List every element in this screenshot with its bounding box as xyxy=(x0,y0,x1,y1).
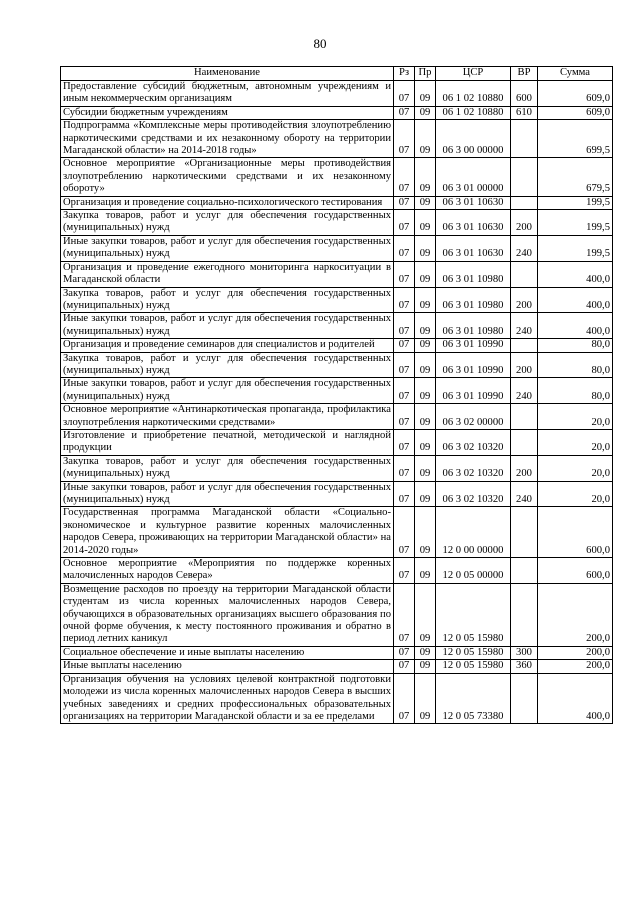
cell-csr: 06 3 02 10320 xyxy=(436,455,511,481)
table-row xyxy=(61,158,613,196)
cell-name: Организация обучения на условиях целевой контрактной подготовки молодежи из числа коренных малочисленных народов Севера в высших учебных заведениях и средних профессиональных образовательных организациях на территории Магаданской области и за ее пределами xyxy=(61,673,394,724)
table-row xyxy=(61,81,613,107)
cell-csr: 06 3 01 10630 xyxy=(436,210,511,236)
cell-name: Организация и проведение социально-психологического тестирования xyxy=(61,196,394,209)
cell-rz: 07 xyxy=(394,352,415,378)
cell-sum: 400,0 xyxy=(538,287,613,313)
cell-vr xyxy=(511,673,538,724)
cell-sum: 20,0 xyxy=(538,404,613,430)
cell-vr: 200 xyxy=(511,352,538,378)
cell-csr: 12 0 05 15980 xyxy=(436,646,511,659)
budget-table xyxy=(60,66,613,724)
cell-name: Изготовление и приобретение печатной, методической и наглядной продукции xyxy=(61,429,394,455)
table-row xyxy=(61,106,613,119)
cell-csr: 12 0 05 73380 xyxy=(436,673,511,724)
cell-rz: 07 xyxy=(394,455,415,481)
cell-sum: 200,0 xyxy=(538,646,613,659)
cell-sum: 200,0 xyxy=(538,660,613,673)
cell-pr: 09 xyxy=(415,378,436,404)
cell-pr: 09 xyxy=(415,339,436,352)
cell-pr: 09 xyxy=(415,558,436,584)
cell-rz: 07 xyxy=(394,404,415,430)
table-body xyxy=(61,81,613,724)
cell-sum: 609,0 xyxy=(538,81,613,107)
cell-vr xyxy=(511,261,538,287)
cell-rz: 07 xyxy=(394,81,415,107)
cell-pr: 09 xyxy=(415,404,436,430)
cell-sum: 80,0 xyxy=(538,339,613,352)
cell-vr: 240 xyxy=(511,235,538,261)
cell-pr: 09 xyxy=(415,287,436,313)
cell-vr xyxy=(511,558,538,584)
cell-sum: 199,5 xyxy=(538,196,613,209)
cell-sum: 200,0 xyxy=(538,583,613,646)
cell-rz: 07 xyxy=(394,313,415,339)
cell-csr: 06 3 00 00000 xyxy=(436,120,511,158)
cell-vr xyxy=(511,507,538,558)
cell-csr: 12 0 05 15980 xyxy=(436,583,511,646)
table-row xyxy=(61,558,613,584)
cell-csr: 06 3 01 10990 xyxy=(436,352,511,378)
cell-sum: 199,5 xyxy=(538,235,613,261)
header-csr: ЦСР xyxy=(436,67,511,81)
cell-rz: 07 xyxy=(394,339,415,352)
cell-pr: 09 xyxy=(415,481,436,507)
cell-csr: 06 3 01 10990 xyxy=(436,339,511,352)
cell-rz: 07 xyxy=(394,378,415,404)
cell-sum: 679,5 xyxy=(538,158,613,196)
header-pr: Пр xyxy=(415,67,436,81)
table-row xyxy=(61,261,613,287)
cell-rz: 07 xyxy=(394,429,415,455)
cell-sum: 600,0 xyxy=(538,507,613,558)
cell-pr: 09 xyxy=(415,313,436,339)
cell-vr: 240 xyxy=(511,378,538,404)
cell-pr: 09 xyxy=(415,81,436,107)
table-header-row xyxy=(61,67,613,81)
cell-sum: 20,0 xyxy=(538,429,613,455)
cell-pr: 09 xyxy=(415,196,436,209)
cell-name: Иные закупки товаров, работ и услуг для обеспечения государственных (муниципальных) нужд xyxy=(61,378,394,404)
cell-vr: 600 xyxy=(511,81,538,107)
cell-name: Иные закупки товаров, работ и услуг для обеспечения государственных (муниципальных) нужд xyxy=(61,481,394,507)
cell-name: Субсидии бюджетным учреждениям xyxy=(61,106,394,119)
cell-rz: 07 xyxy=(394,673,415,724)
cell-csr: 12 0 05 15980 xyxy=(436,660,511,673)
cell-name: Закупка товаров, работ и услуг для обеспечения государственных (муниципальных) нужд xyxy=(61,210,394,236)
cell-csr: 06 3 01 00000 xyxy=(436,158,511,196)
cell-vr: 200 xyxy=(511,210,538,236)
table-row xyxy=(61,210,613,236)
cell-csr: 12 0 05 00000 xyxy=(436,558,511,584)
cell-pr: 09 xyxy=(415,352,436,378)
cell-rz: 07 xyxy=(394,646,415,659)
cell-vr: 360 xyxy=(511,660,538,673)
cell-pr: 09 xyxy=(415,106,436,119)
cell-rz: 07 xyxy=(394,235,415,261)
cell-csr: 06 3 02 00000 xyxy=(436,404,511,430)
cell-rz: 07 xyxy=(394,660,415,673)
page-number: 80 xyxy=(313,36,327,51)
cell-csr: 06 1 02 10880 xyxy=(436,106,511,119)
cell-vr: 610 xyxy=(511,106,538,119)
cell-sum: 80,0 xyxy=(538,352,613,378)
table-row xyxy=(61,660,613,673)
cell-csr: 06 3 01 10990 xyxy=(436,378,511,404)
cell-pr: 09 xyxy=(415,120,436,158)
cell-sum: 400,0 xyxy=(538,261,613,287)
table-row xyxy=(61,313,613,339)
cell-pr: 09 xyxy=(415,455,436,481)
cell-csr: 06 3 02 10320 xyxy=(436,481,511,507)
cell-vr xyxy=(511,404,538,430)
table-row xyxy=(61,646,613,659)
cell-rz: 07 xyxy=(394,158,415,196)
table-row xyxy=(61,196,613,209)
table-row xyxy=(61,287,613,313)
cell-name: Основное мероприятие «Антинаркотическая пропаганда, профилактика злоупотребления наркотическими средствами» xyxy=(61,404,394,430)
cell-rz: 07 xyxy=(394,481,415,507)
cell-vr: 200 xyxy=(511,287,538,313)
cell-vr xyxy=(511,196,538,209)
cell-rz: 07 xyxy=(394,558,415,584)
header-sum: Сумма xyxy=(538,67,613,81)
table-row xyxy=(61,583,613,646)
cell-sum: 600,0 xyxy=(538,558,613,584)
cell-csr: 06 3 02 10320 xyxy=(436,429,511,455)
cell-name: Иные закупки товаров, работ и услуг для обеспечения государственных (муниципальных) нужд xyxy=(61,235,394,261)
cell-pr: 09 xyxy=(415,646,436,659)
cell-vr xyxy=(511,158,538,196)
cell-rz: 07 xyxy=(394,106,415,119)
header-rz: Рз xyxy=(394,67,415,81)
cell-csr: 06 3 01 10980 xyxy=(436,313,511,339)
cell-vr xyxy=(511,120,538,158)
cell-csr: 12 0 00 00000 xyxy=(436,507,511,558)
table-row xyxy=(61,378,613,404)
cell-pr: 09 xyxy=(415,673,436,724)
cell-csr: 06 3 01 10980 xyxy=(436,287,511,313)
cell-sum: 400,0 xyxy=(538,673,613,724)
cell-vr: 240 xyxy=(511,481,538,507)
cell-csr: 06 3 01 10630 xyxy=(436,235,511,261)
cell-sum: 400,0 xyxy=(538,313,613,339)
table-row xyxy=(61,235,613,261)
cell-name: Государственная программа Магаданской области «Социально-экономическое и культурное развитие коренных малочисленных народов Севера, проживающих на территории Магаданской области» на 2014-2020 годы» xyxy=(61,507,394,558)
cell-vr: 240 xyxy=(511,313,538,339)
cell-sum: 20,0 xyxy=(538,455,613,481)
cell-name: Основное мероприятие «Организационные меры противодействия злоупотреблению наркотическими средствами и их незаконному обороту» xyxy=(61,158,394,196)
table-row xyxy=(61,507,613,558)
table-row xyxy=(61,352,613,378)
cell-sum: 20,0 xyxy=(538,481,613,507)
table-row xyxy=(61,429,613,455)
cell-pr: 09 xyxy=(415,261,436,287)
cell-name: Закупка товаров, работ и услуг для обеспечения государственных (муниципальных) нужд xyxy=(61,287,394,313)
cell-vr xyxy=(511,583,538,646)
cell-vr xyxy=(511,429,538,455)
table-row xyxy=(61,120,613,158)
cell-name: Закупка товаров, работ и услуг для обеспечения государственных (муниципальных) нужд xyxy=(61,455,394,481)
cell-vr xyxy=(511,339,538,352)
cell-csr: 06 3 01 10630 xyxy=(436,196,511,209)
cell-csr: 06 1 02 10880 xyxy=(436,81,511,107)
cell-name: Закупка товаров, работ и услуг для обеспечения государственных (муниципальных) нужд xyxy=(61,352,394,378)
cell-rz: 07 xyxy=(394,507,415,558)
cell-rz: 07 xyxy=(394,583,415,646)
cell-name: Иные закупки товаров, работ и услуг для обеспечения государственных (муниципальных) нужд xyxy=(61,313,394,339)
cell-rz: 07 xyxy=(394,210,415,236)
cell-rz: 07 xyxy=(394,261,415,287)
cell-pr: 09 xyxy=(415,158,436,196)
cell-name: Основное мероприятие «Мероприятия по поддержке коренных малочисленных народов Севера» xyxy=(61,558,394,584)
table-row xyxy=(61,673,613,724)
table-row xyxy=(61,481,613,507)
table-row xyxy=(61,455,613,481)
cell-pr: 09 xyxy=(415,235,436,261)
cell-pr: 09 xyxy=(415,660,436,673)
cell-sum: 699,5 xyxy=(538,120,613,158)
table-row xyxy=(61,404,613,430)
cell-sum: 199,5 xyxy=(538,210,613,236)
cell-vr: 200 xyxy=(511,455,538,481)
cell-name: Возмещение расходов по проезду на территории Магаданской области студентам из числа коренных малочисленных народов Севера, обучающихся в образовательных организациях высшего образования по очной форме обучения, к месту постоянного проживания и обратно в период летних каникул xyxy=(61,583,394,646)
cell-vr: 300 xyxy=(511,646,538,659)
table-row xyxy=(61,339,613,352)
cell-sum: 609,0 xyxy=(538,106,613,119)
cell-pr: 09 xyxy=(415,210,436,236)
cell-name: Подпрограмма «Комплексные меры противодействия злоупотреблению наркотическими средствами и их незаконному обороту на территории Магаданской области» на 2014-2018 годы» xyxy=(61,120,394,158)
cell-name: Иные выплаты населению xyxy=(61,660,394,673)
cell-rz: 07 xyxy=(394,120,415,158)
cell-rz: 07 xyxy=(394,196,415,209)
cell-name: Социальное обеспечение и иные выплаты населению xyxy=(61,646,394,659)
cell-pr: 09 xyxy=(415,583,436,646)
cell-pr: 09 xyxy=(415,429,436,455)
cell-rz: 07 xyxy=(394,287,415,313)
cell-sum: 80,0 xyxy=(538,378,613,404)
header-name: Наименование xyxy=(61,67,394,81)
cell-csr: 06 3 01 10980 xyxy=(436,261,511,287)
cell-name: Организация и проведение семинаров для специалистов и родителей xyxy=(61,339,394,352)
cell-pr: 09 xyxy=(415,507,436,558)
cell-name: Организация и проведение ежегодного мониторинга наркоситуации в Магаданской области xyxy=(61,261,394,287)
cell-name: Предоставление субсидий бюджетным, автономным учреждениям и иным некоммерческим организациям xyxy=(61,81,394,107)
header-vr: ВР xyxy=(511,67,538,81)
